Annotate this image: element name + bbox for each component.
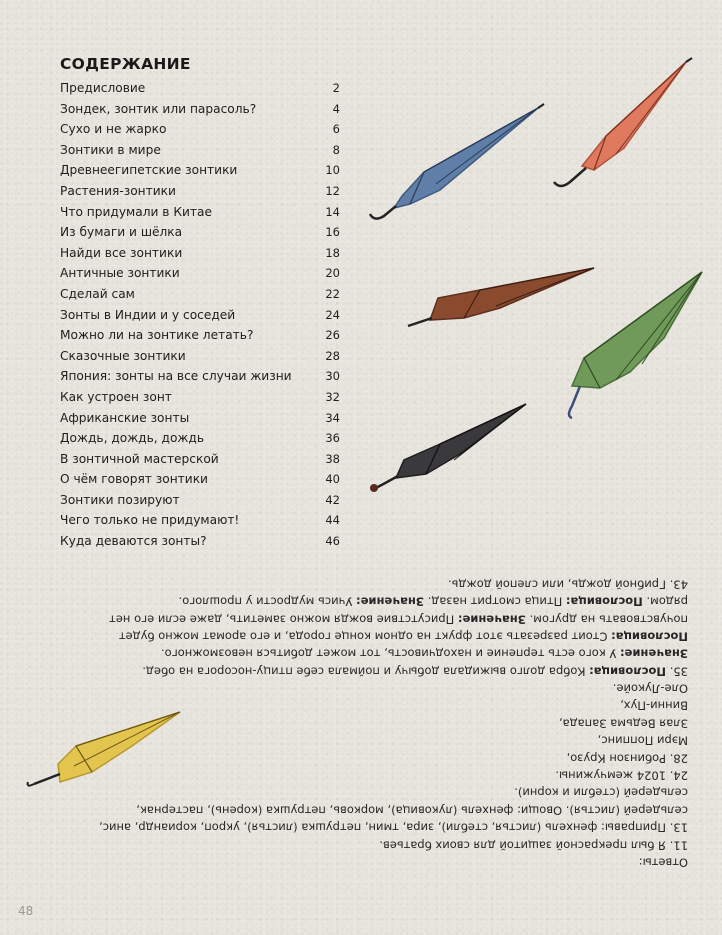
toc-entry-page: 28 bbox=[325, 348, 340, 363]
toc-entry bbox=[60, 428, 340, 449]
answer-line bbox=[22, 801, 688, 818]
answer-line bbox=[22, 592, 688, 609]
answer-line bbox=[22, 766, 688, 783]
answer-text: 43. Грибной дождь, или слепой дождь. bbox=[447, 577, 688, 592]
answer-line bbox=[22, 610, 688, 627]
toc-entry-page: 12 bbox=[325, 183, 340, 198]
toc-entry-label: Что придумали в Китае bbox=[60, 204, 212, 219]
answer-text: Злая Ведьма Запада, bbox=[558, 716, 688, 731]
answer-text: Оле-Лукойе. bbox=[612, 681, 688, 696]
answer-text: Стоит разрезать этот фрукт на одном конце города, и его аромат можно будет bbox=[118, 629, 612, 644]
answer-text: Винни-Пух, bbox=[620, 699, 688, 714]
toc-entry-page: 14 bbox=[325, 204, 340, 219]
toc-list bbox=[60, 78, 340, 552]
toc-entry-label: Япония: зонты на все случаи жизни bbox=[60, 369, 292, 384]
toc-entry bbox=[60, 387, 340, 408]
answer-line bbox=[22, 679, 688, 696]
toc-entry-label: Как устроен зонт bbox=[60, 389, 172, 404]
green-umbrella-icon bbox=[560, 268, 710, 423]
answers-heading: Ответы: bbox=[638, 855, 688, 870]
answer-keyword: Пословица: bbox=[611, 629, 688, 644]
answer-line bbox=[22, 627, 688, 644]
toc-entry bbox=[60, 408, 340, 429]
answer-line bbox=[22, 836, 688, 853]
toc-entry bbox=[60, 119, 340, 140]
toc-entry-page: 34 bbox=[325, 410, 340, 425]
answers-block-inverted bbox=[22, 575, 688, 871]
answer-text: 11. Я был прекрасной защитой для своих братьев. bbox=[379, 838, 688, 853]
answer-text: Мэри Поппинс, bbox=[597, 733, 688, 748]
toc-entry bbox=[60, 305, 340, 326]
toc-entry-page: 20 bbox=[325, 266, 340, 281]
answer-line bbox=[22, 732, 688, 749]
toc-entry bbox=[60, 222, 340, 243]
toc-entry-label: Дождь, дождь, дождь bbox=[60, 431, 205, 446]
toc-entry-label: Предисловие bbox=[60, 81, 146, 95]
toc-entry-label: В зонтичной мастерской bbox=[60, 451, 219, 466]
answer-text: 24. 1024 жемчужины. bbox=[555, 768, 688, 783]
toc-entry-page: 46 bbox=[325, 534, 340, 549]
toc-entry-label: Африканские зонты bbox=[60, 410, 190, 425]
toc-entry-label: Найди все зонтики bbox=[60, 245, 183, 260]
answer-text: 28. Робинзон Крузо, bbox=[566, 751, 688, 766]
answer-text: почувствовать на другом. bbox=[525, 612, 688, 627]
black-umbrella-canopy bbox=[396, 404, 526, 478]
toc-entry-page: 8 bbox=[332, 142, 340, 157]
toc-entry-page: 40 bbox=[325, 472, 340, 487]
toc-entry-page: 10 bbox=[325, 163, 340, 178]
answer-keyword: Значение: bbox=[457, 612, 526, 627]
toc-entry bbox=[60, 284, 340, 305]
toc-entry-page: 24 bbox=[325, 307, 340, 322]
answer-line bbox=[22, 575, 688, 592]
toc-entry-page: 2 bbox=[332, 81, 340, 95]
toc-entry-label: Можно ли на зонтике летать? bbox=[60, 328, 254, 343]
toc-entry-page: 18 bbox=[325, 245, 340, 260]
answer-line bbox=[22, 645, 688, 662]
blue-umbrella-canopy bbox=[394, 108, 538, 208]
toc-entry-label: Чего только не придумают! bbox=[60, 513, 240, 528]
toc-entry bbox=[60, 449, 340, 470]
toc-entry bbox=[60, 78, 340, 99]
toc-entry-page: 6 bbox=[332, 122, 340, 137]
toc-entry-page: 36 bbox=[325, 431, 340, 446]
toc-entry-page: 42 bbox=[325, 492, 340, 507]
toc-entry bbox=[60, 181, 340, 202]
green-umbrella-canopy bbox=[572, 272, 702, 388]
toc-entry bbox=[60, 263, 340, 284]
answer-keyword: Пословица: bbox=[565, 594, 643, 609]
answer-line bbox=[22, 818, 688, 835]
answer-text: сельдерей (листья). Овощи: фенхель (луковица), морковь, петрушка (корень), пастернак, bbox=[136, 803, 688, 818]
toc-entry-label: Зондек, зонтик или парасоль? bbox=[60, 101, 257, 116]
black-umbrella-icon bbox=[362, 398, 532, 498]
toc-entry bbox=[60, 140, 340, 161]
toc-entry-page: 38 bbox=[325, 451, 340, 466]
toc-entry-page: 26 bbox=[325, 328, 340, 343]
answer-keyword: Пословица: bbox=[589, 664, 667, 679]
toc-entry bbox=[60, 346, 340, 367]
toc-entry-page: 32 bbox=[325, 389, 340, 404]
answer-text: 13. Приправы: фенхель (листья, стебли), зира, тмин, петрушка (листья), укроп, кориандр, анис, bbox=[99, 820, 688, 835]
answer-line bbox=[22, 697, 688, 714]
toc-entry bbox=[60, 99, 340, 120]
answer-keyword: Значение: bbox=[356, 594, 425, 609]
answer-line bbox=[22, 662, 688, 679]
answer-text: рядом. bbox=[642, 594, 688, 609]
toc-entry bbox=[60, 325, 340, 346]
toc-entry-label: Растения-зонтики bbox=[60, 183, 176, 198]
toc-entry-label: Зонтики позируют bbox=[60, 492, 180, 507]
toc-entry-page: 22 bbox=[325, 286, 340, 301]
toc-entry-label: Античные зонтики bbox=[60, 266, 180, 281]
toc-entry-label: Сделай сам bbox=[60, 286, 135, 301]
answer-text: У кого есть терпение и находчивость, тот может добиться невозможного. bbox=[160, 646, 621, 661]
toc-entry-page: 44 bbox=[325, 513, 340, 528]
toc-entry bbox=[60, 243, 340, 264]
toc-entry-label: Зонты в Индии и у соседей bbox=[60, 307, 236, 322]
toc-entry-label: Сказочные зонтики bbox=[60, 348, 186, 363]
toc-entry bbox=[60, 366, 340, 387]
page-number: 48 bbox=[18, 904, 34, 918]
toc-entry bbox=[60, 202, 340, 223]
toc-entry bbox=[60, 160, 340, 181]
toc-entry bbox=[60, 510, 340, 531]
toc-entry-label: Зонтики в мире bbox=[60, 142, 161, 157]
toc-entry bbox=[60, 469, 340, 490]
answer-text: Кобра долго выжидала добычу и поймала себе птицу-носорога на обед. bbox=[142, 664, 590, 679]
toc-entry-label: О чём говорят зонтики bbox=[60, 472, 208, 487]
toc-entry bbox=[60, 490, 340, 511]
answer-line bbox=[22, 749, 688, 766]
toc-entry-page: 4 bbox=[332, 101, 340, 116]
answer-line bbox=[22, 784, 688, 801]
answer-line bbox=[22, 714, 688, 731]
answer-text: Присутствие вождя можно заметить, даже если его нет bbox=[109, 612, 458, 627]
toc-entry-label: Сухо и не жарко bbox=[60, 122, 167, 137]
red-umbrella-icon bbox=[546, 58, 696, 198]
blue-umbrella-icon bbox=[366, 100, 546, 225]
toc-entry-label: Куда деваются зонты? bbox=[60, 534, 207, 549]
answer-text: сельдерей (стебли и корни). bbox=[514, 786, 688, 801]
toc-entry-page: 30 bbox=[325, 369, 340, 384]
answer-text: Учись мудрости у прошлого. bbox=[178, 594, 357, 609]
answer-keyword: Значение: bbox=[620, 646, 688, 661]
toc-entry-label: Древнеегипетские зонтики bbox=[60, 163, 238, 178]
toc-entry bbox=[60, 531, 340, 552]
answer-text: 35. bbox=[666, 664, 688, 679]
toc-entry-page: 16 bbox=[325, 225, 340, 240]
red-umbrella-canopy bbox=[582, 62, 686, 170]
answer-text: Птица смотрит назад. bbox=[424, 594, 566, 609]
toc-entry-label: Из бумаги и шёлка bbox=[60, 225, 183, 240]
toc-title: СОДЕРЖАНИЕ bbox=[60, 55, 191, 73]
